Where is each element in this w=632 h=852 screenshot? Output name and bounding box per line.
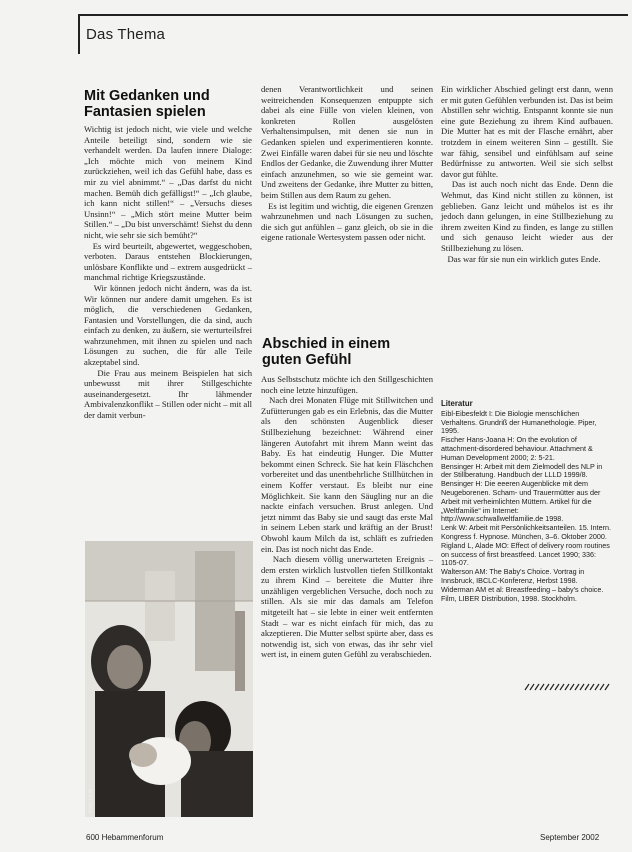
heading-gedanken: Mit Gedanken und Fantasien spielen [84,88,210,120]
photo-credit: Foto: Lenk [88,789,94,813]
footer-date: September 2002 [540,833,600,842]
literature-box [441,400,613,603]
literature-item: Widerman AM et al: Breastfeeding – baby's choice. Film, LIBER Distribution, 1998. Stockholm. [441,584,604,603]
literature-item: Eibl-Eibesfeldt I: Die Biologie menschlichen Verhaltens. Grundriß der Humanethologie. Piper, 1995. [441,408,597,436]
literature-item: Lenk W: Arbeit mit Persönlichkeitsanteilen. 15. Intern. Kongress f. Hypnose. München, 3–6. Oktober 2000. [441,523,612,541]
literature-item: Bensinger H: Arbeit mit dem Zielmodell des NLP in der Stillberatung. Handbuch der LLLD 1999/8. [441,461,603,480]
photo-image [85,541,253,817]
literature-item: Rigland L, Alade MO: Effect of delivery room routines on success of first breastfeed. Lancet 1990; 336: 1105-07. [441,540,610,568]
column-2-text-bottom: Aus Selbstschutz möchte ich den Stillgeschichten noch eine letzte hinzufügen. Nach drei Monaten Flüge mit Stillwitchen und Zufütterungen gab es ein Erlebnis, das die Mutter als den schönsten Augenblick dieser Stillbeziehung bezeichnet: Während einer längeren Autofahrt mit ihrem Mann weint das Baby. Es hat eindeutig Hunger. Die Mutter bekommt einen Schreck. Sie hat kein Fläschchen vorbereitet und das unentbehrliche Stillhütchen in einem Koffer verstaut. Es bleibt nur eine Möglichkeit. Sie kann den Säugling nur an die nackte einfach versuchen. Brust anlegen. Und jetzt nimmt das Baby sie und saugt das erste Mal in seinem Leben stark und kräftig an der Brust! Obwohl kaum Milch da ist, schläft es zufrieden ein. Das ist noch nicht das Ende. Nach diesem völlig unerwarteten Ereignis – dem ersten wirklich lustvollen tiefen Stillkontakt zu ihrem Kind – bereitete die Mutter ihre unzähligen vergeblichen Versuche, doch noch zu stillen. Als sie mir das damals am Telefon mitgeteilt hat – sie lebte in einer weit entfernten Stadt – war es nicht einfach für mich, das zu akzeptieren. Die Mutter selbst spürte aber, dass es notwendig ist, sich von etwas, das ihr sehr viel wert ist, in einem guten Gefühl zu verabschieden. [261,374,434,660]
literature-title: Literatur [441,399,473,408]
column-1-text: Wichtig ist jedoch nicht, wie viele und welche Anteile beteiligt sind, sondern wie sie verhandelt werden. Da laufen innere Dialoge: „Ich möchte mich von meinem Kind zurückziehen, weil ich das Gefühl habe, dass es mir zu viel abnimmt.“ – „Das darfst du nicht machen. Bemüh dich gefälligst!“ – „Ich glaube, ich kann nicht stillen!“ – „Versuchs dieses Unsinn!“ – „Mich stört meine Mutter beim Stillen.“ – „Du bist unverschämt! Siehst du denn nicht, wie sehr sie sich bemüht?“ Es wird beurteilt, abgewertet, weggeschoben, verboten. Daraus entstehen Blockierungen, unlösbare Konflikte und – extrem ausgedrückt – manchmal richtige Kriegszustände. Wir können jedoch nicht ändern, was da ist. Wir können nur andere damit umgehen. Es ist möglich, die verschiedenen Gedanken, Fantasien und Vorstellungen, die da sind, auch einfach zu denken, zu äußern, sie werturteilsfrei wahrzunehmen, mit ihnen zu spielen und nach Lösungen zu suchen, die für alle Teile akzeptabel sind. Die Frau aus meinem Beispielen hat sich unbewusst mit ihrer Stillgeschichte auseinandergesetzt. Ihr lähmender Ambivalenzkonflikt – Stillen oder nicht – mit all der damit verbun- [84,124,253,421]
literature-item: Walterson AM: The Baby's Choice. Vortrag in Innsbruck, IBCLC-Konferenz, Herbst 1998. [441,567,585,585]
literature-item: Bensinger H: Die eeeren Augenblicke mit dem Neugeborenen. Scham- und Trauermütter aus der Arbeit mit verheimlichten Müttern. Artikel für die „Weltfamilie“ im Internet: http://www.schwallweltfamilie.de 1998. [441,479,601,524]
heading-abschied: Abschied in einem guten Gefühl [262,336,391,368]
column-2-text-top: denen Verantwortlichkeit und seinen weitreichenden Konsequenzen entpuppte sich dabei als eine Fülle von vielen kleinen, von konkreten Rollen ausgelösten Verhaltensimpulsen, mit denen sie nun in Gedanken spielen und experimentieren konnte. Zwei Einfälle waren dabei für sie neu und löschte Endlos der Gedanke, die Zuwendung ihrer Mutter einfach anzunehmen, so wie sie gemeint war. Und zweitens der Gedanke, ihre Mutter zu bitten, beim Stillen aus dem Raum zu gehen. Es ist legitim und wichtig, die eigenen Grenzen wahrzunehmen und nach Lösungen zu suchen, die sich gut anfühlen – ganz gleich, ob sie in die eigene rationale Wertesystem passen oder nicht. [261,84,433,243]
literature-item: Fischer Hans-Joana H: On the evolution of attachment-disordered behaviour. Attachment & Human Development 2000; 2: 5-21. [441,435,593,462]
hatched-divider [523,683,611,691]
section-label: Das Thema [86,26,166,43]
column-3-text: Ein wirklicher Abschied gelingt erst dann, wenn er mit guten Gefühlen verbunden ist. Das ist beim Abstillen sehr wichtig. Entspannt konnte sie nun eine gute Beziehung zu ihrem Kind aufbauen. Die Mutter hat es mit der Flasche ernährt, aber trotzdem in einem weiteren Sinn – gestillt. Sie war fähig, sensibel und einfühlsam auf seine Bedürfnisse zu antworten. Weil sie sich selbst davor gut fühlte. Das ist auch noch nicht das Ende. Denn die Wehmut, das Kind nicht stillen zu können, ist geblieben. Ganz leicht und mühelos ist es ihr jedoch dann gelungen, in eine Stillbeziehung zu ihrem zweiten Kind zu finden, es lange zu stillen und sich genauso leicht wieder aus der Stillbeziehung zu lösen. Das war für sie nun ein wirklich gutes Ende. [441,84,613,264]
footer-publication: 600 Hebammenforum [86,833,164,842]
photo-mother-baby [85,541,253,817]
